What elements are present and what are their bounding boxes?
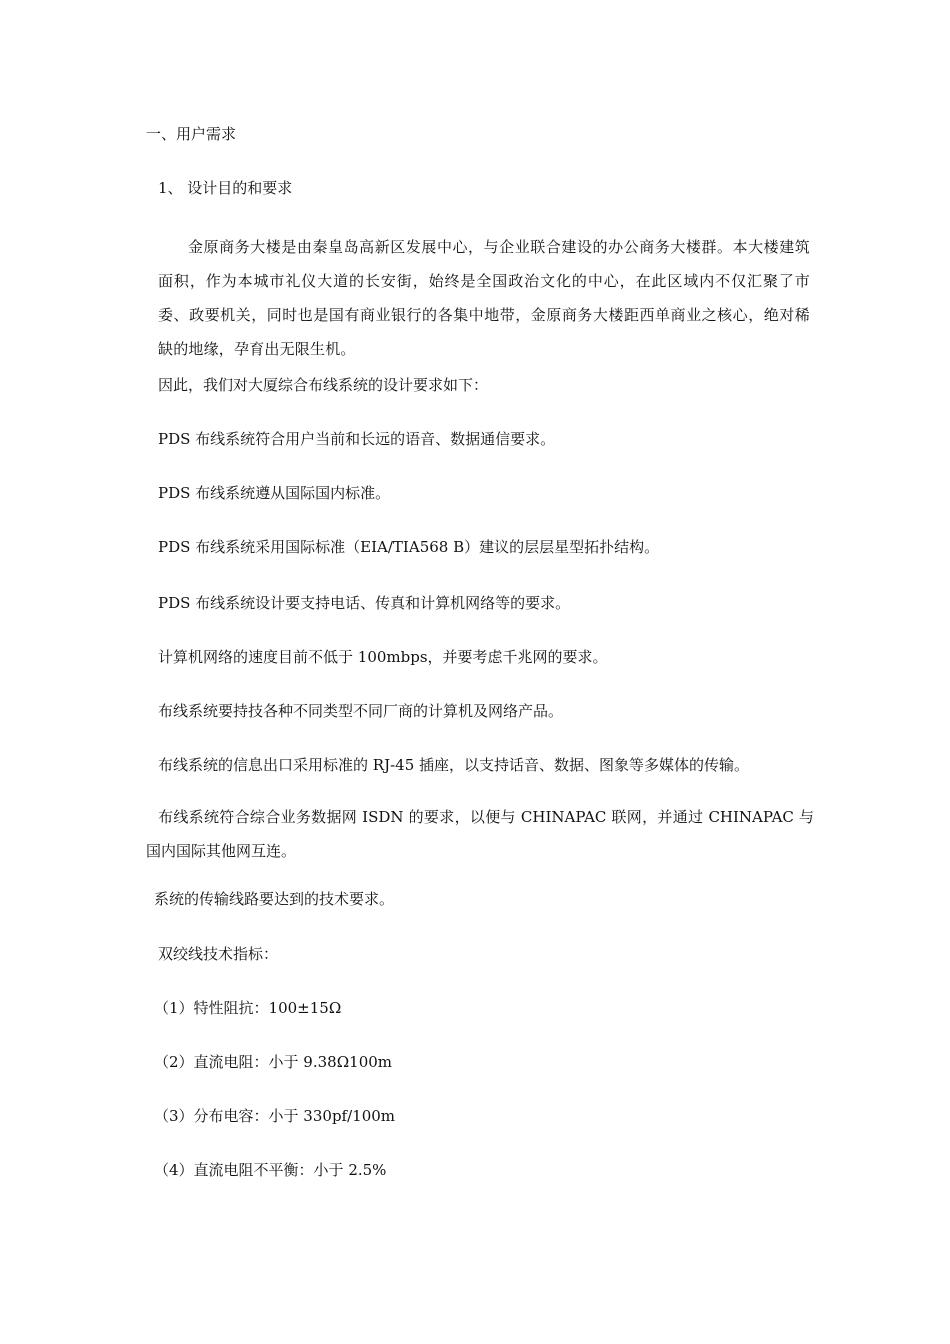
requirements-intro: 因此，我们对大厦综合布线系统的设计要求如下：: [158, 376, 489, 394]
requirement-item: PDS 布线系统遵从国际国内标准。: [158, 484, 391, 502]
spec-item: （2）直流电阻：小于 9.38Ω100m: [154, 1053, 393, 1071]
spec-item: （1）特性阻抗：100±15Ω: [154, 999, 342, 1017]
intro-paragraph: 金原商务大楼是由秦皇岛高新区发展中心，与企业联合建设的办公商务大楼群。本大楼建筑面积，作为本城市礼仪大道的长安街，始终是全国政治文化的中心，在此区域内不仅汇聚了市委、政要机关，同时也是国有商业银行的各集中地带，金原商务大楼距西单商业之核心，绝对稀缺的地缘，孕育出无限生机。: [158, 238, 810, 358]
twisted-pair-heading: 双绞线技术指标：: [158, 945, 279, 963]
section-heading: 一、用户需求: [146, 125, 237, 143]
requirement-item: 计算机网络的速度目前不低于 100mbps，并要考虑千兆网的要求。: [158, 648, 608, 666]
requirement-item: 布线系统的信息出口采用标准的 RJ-45 插座，以支持话音、数据、图象等多媒体的传输。: [158, 756, 750, 774]
section-subheading: 1、 设计目的和要求: [158, 179, 293, 197]
requirement-item: 布线系统要持技各种不同类型不同厂商的计算机及网络产品。: [158, 702, 564, 720]
requirement-item: PDS 布线系统设计要支持电话、传真和计算机网络等的要求。: [158, 594, 571, 612]
spec-item: （3）分布电容：小于 330pf/100m: [154, 1107, 396, 1125]
spec-item: （4）直流电阻不平衡：小于 2.5%: [154, 1161, 387, 1179]
requirement-item: 系统的传输线路要达到的技术要求。: [154, 890, 395, 908]
requirement-item: PDS 布线系统符合用户当前和长远的语音、数据通信要求。: [158, 430, 556, 448]
requirement-item: 布线系统符合综合业务数据网 ISDN 的要求，以便与 CHINAPAC 联网，并通过 CHINAPAC 与国内国际其他网互连。: [146, 808, 814, 860]
requirement-item: PDS 布线系统采用国际标准（EIA/TIA568 B）建议的层层星型拓扑结构。: [158, 538, 660, 556]
